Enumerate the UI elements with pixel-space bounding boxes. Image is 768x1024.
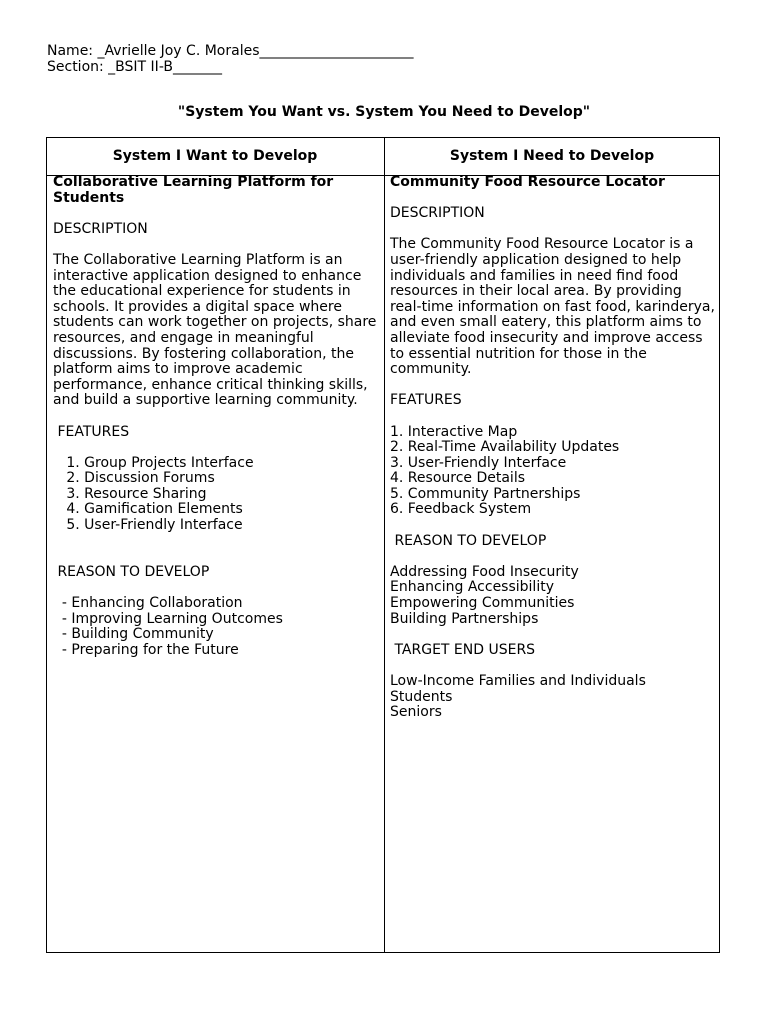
- right-feature-item: 2. Real-Time Availability Updates: [390, 439, 620, 456]
- right-target-item: Seniors: [390, 704, 442, 721]
- section-line: Section: _BSIT II-B_______: [47, 59, 222, 75]
- left-reason-heading: REASON TO DEVELOP: [53, 563, 210, 580]
- right-description-heading: DESCRIPTION: [390, 205, 485, 222]
- left-feature-item: 5. User-Friendly Interface: [53, 517, 243, 534]
- right-target-heading: TARGET END USERS: [390, 641, 536, 658]
- right-column-header: System I Need to Develop: [449, 148, 655, 164]
- comparison-table: [46, 137, 720, 953]
- right-feature-item: 4. Resource Details: [390, 470, 525, 487]
- left-features-heading: FEATURES: [53, 423, 130, 440]
- left-feature-item: 1. Group Projects Interface: [53, 454, 254, 471]
- left-feature-item: 4. Gamification Elements: [53, 501, 243, 518]
- left-description: The Collaborative Learning Platform is an interactive application designed to enhance the educational experience for students in schools. It provides a digital space where students can work together on projects, share resources, and engage in meaningful discussions. By fostering collaboration, the platform aims to improve academic performance, enhance critical thinking skills, and build a supportive learning community.: [53, 251, 377, 409]
- right-feature-item: 1. Interactive Map: [390, 423, 518, 440]
- document-title: "System You Want vs. System You Need to Develop": [177, 104, 591, 120]
- right-target-item: Students: [390, 688, 453, 705]
- right-reason-heading: REASON TO DEVELOP: [390, 532, 547, 549]
- name-line: Name: _Avrielle Joy C. Morales______________________: [47, 43, 414, 59]
- right-description: The Community Food Resource Locator is a user-friendly application designed to help individuals and families in need find food resources in their local area. By providing real-time information on fast food, karinderya, and even small eatery, this platform aims to alleviate food insecurity and improve access to essential nutrition for those in the community.: [390, 236, 715, 378]
- right-feature-item: 3. User-Friendly Interface: [390, 454, 567, 471]
- right-feature-item: 5. Community Partnerships: [390, 485, 581, 502]
- left-reason-item: - Enhancing Collaboration: [53, 595, 243, 612]
- right-features-heading: FEATURES: [390, 392, 462, 409]
- right-reason-item: Enhancing Accessibility: [390, 579, 554, 596]
- right-cell: [390, 175, 716, 721]
- column-divider: [384, 138, 385, 952]
- left-feature-item: 2. Discussion Forums: [53, 470, 215, 487]
- right-feature-item: 6. Feedback System: [390, 501, 532, 518]
- right-target-item: Low-Income Families and Individuals: [390, 673, 646, 689]
- left-reason-item: - Building Community: [53, 626, 214, 643]
- student-info: [47, 43, 414, 75]
- right-reason-item: Building Partnerships: [390, 610, 539, 627]
- right-reason-item: Empowering Communities: [390, 595, 575, 612]
- left-feature-item: 3. Resource Sharing: [53, 485, 207, 502]
- left-column-header: System I Want to Develop: [112, 148, 318, 164]
- left-reason-item: - Preparing for the Future: [53, 641, 239, 658]
- left-description-heading: DESCRIPTION: [53, 220, 148, 237]
- left-system-title: Collaborative Learning Platform for Students: [53, 174, 334, 206]
- right-reason-item: Addressing Food Insecurity: [390, 563, 579, 580]
- left-cell: [53, 175, 379, 658]
- left-reason-item: - Improving Learning Outcomes: [53, 610, 283, 627]
- right-system-title: Community Food Resource Locator: [390, 174, 665, 190]
